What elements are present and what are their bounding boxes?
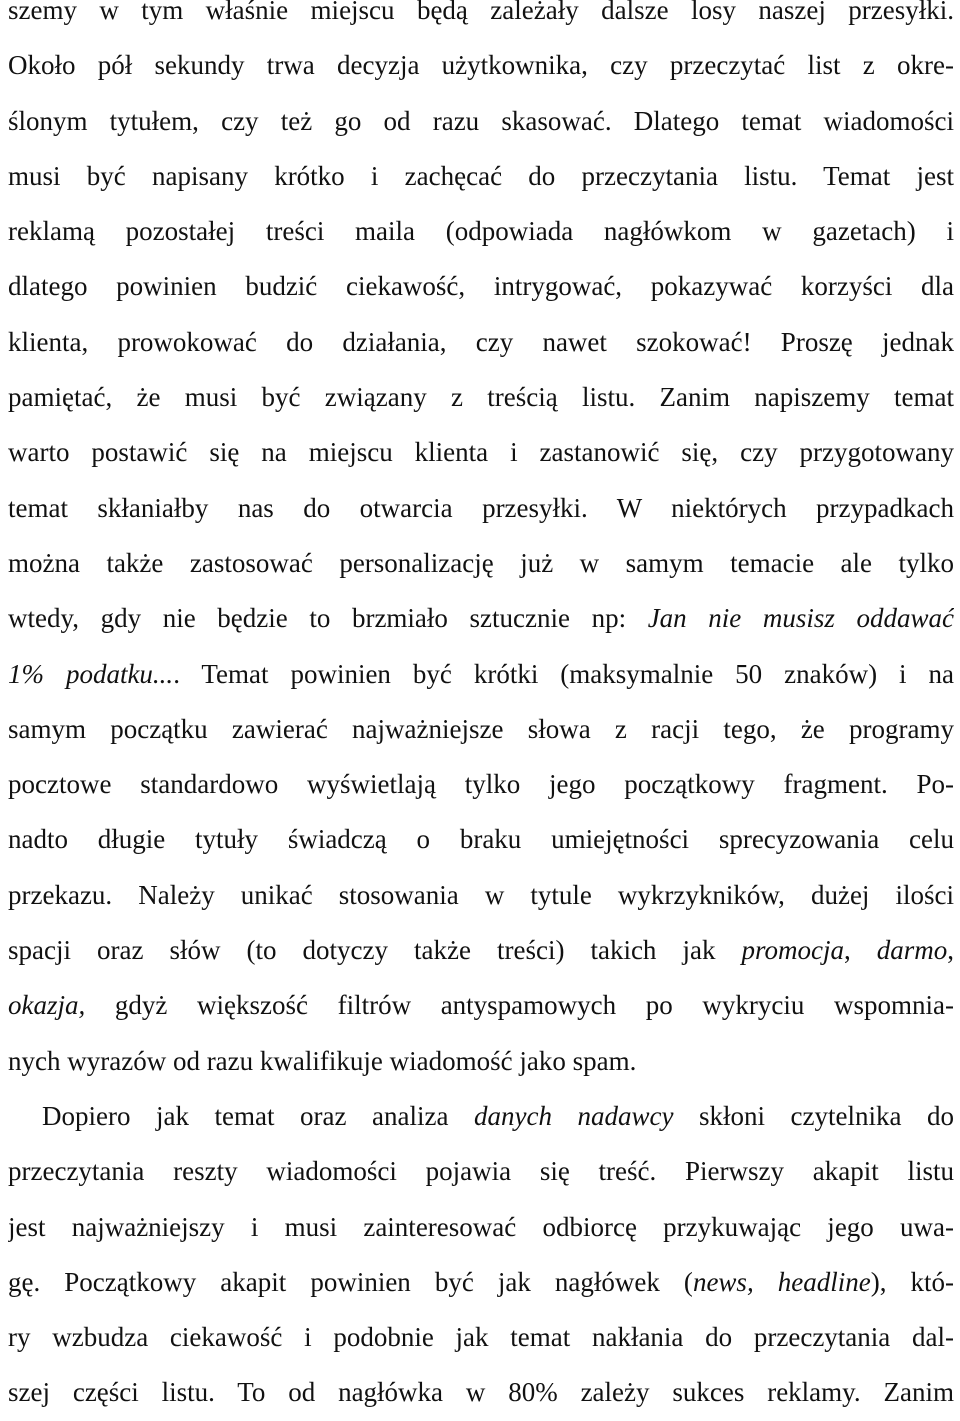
text-line bbox=[8, 1034, 954, 1089]
text-segment: pamiętać, że musi być związany z treścią listu. Zanim napiszemy temat bbox=[8, 382, 954, 413]
text-line bbox=[8, 591, 954, 646]
text-segment: szemy w tym właśnie miejscu będą zależały dalsze losy naszej przesyłki. bbox=[8, 0, 954, 25]
text-segment: przekazu. Należy unikać stosowania w tytule wykrzykników, dużej ilości bbox=[8, 879, 954, 910]
text-line bbox=[8, 1255, 954, 1310]
text-segment: nych wyrazów od razu kwalifikuje wiadomość jako spam. bbox=[8, 1045, 637, 1076]
text-segment: musi być napisany krótko i zachęcać do przeczytania listu. Temat jest bbox=[8, 160, 954, 191]
text-segment: spacji oraz słów (to dotyczy także treści) takich jak bbox=[8, 935, 742, 966]
text-line bbox=[8, 0, 954, 38]
text-segment: , bbox=[843, 935, 877, 966]
text-segment: nadto długie tytuły świadczą o braku umiejętności sprecyzowania celu bbox=[8, 824, 954, 855]
text-line bbox=[8, 923, 954, 978]
text-line bbox=[8, 315, 954, 370]
text-segment: warto postawić się na miejscu klienta i zastanowić się, czy przygotowany bbox=[8, 437, 954, 468]
text-segment: przeczytania reszty wiadomości pojawia się treść. Pierwszy akapit listu bbox=[8, 1156, 954, 1187]
text-line bbox=[8, 94, 954, 149]
text-segment: skłoni czytelnika do bbox=[673, 1100, 954, 1131]
text-line bbox=[8, 38, 954, 93]
text-segment: gę. Początkowy akapit powinien być jak nagłówek ( bbox=[8, 1266, 693, 1297]
text-line bbox=[8, 868, 954, 923]
text-segment: Dopiero jak temat oraz analiza bbox=[42, 1100, 474, 1131]
text-segment: gdyż większość filtrów antyspamowych po wykryciu wspomnia- bbox=[85, 990, 954, 1021]
text-segment: , bbox=[947, 935, 954, 966]
italic-text-segment: darmo bbox=[876, 935, 948, 966]
text-line bbox=[8, 812, 954, 867]
text-line bbox=[8, 978, 954, 1033]
text-segment: . Temat powinien być krótki (maksymalnie 50 znaków) i na bbox=[173, 658, 954, 689]
text-segment: można także zastosować personalizację już w samym temacie ale tylko bbox=[8, 547, 954, 578]
text-line bbox=[8, 1200, 954, 1255]
body-text bbox=[8, 0, 954, 1421]
text-segment: pocztowe standardowo wyświetlają tylko jego początkowy fragment. Po- bbox=[8, 769, 954, 800]
text-segment: Około pół sekundy trwa decyzja użytkownika, czy przeczytać list z okre- bbox=[8, 50, 954, 81]
text-line bbox=[8, 757, 954, 812]
italic-text-segment: 1% podatku... bbox=[8, 658, 174, 689]
text-segment: ), któ- bbox=[870, 1266, 954, 1297]
text-line bbox=[8, 1365, 954, 1420]
italic-text-segment: okazja, bbox=[8, 990, 86, 1021]
document-page bbox=[8, 0, 954, 1421]
text-line bbox=[8, 425, 954, 480]
text-segment: dlatego powinien budzić ciekawość, intrygować, pokazywać korzyści dla bbox=[8, 271, 954, 302]
text-line bbox=[8, 1089, 954, 1144]
text-line bbox=[8, 647, 954, 702]
text-line bbox=[8, 702, 954, 757]
text-segment: jest najważniejszy i musi zainteresować odbiorcę przykuwając jego uwa- bbox=[8, 1211, 954, 1242]
text-segment: samym początku zawierać najważniejsze słowa z racji tego, że programy bbox=[8, 713, 954, 744]
text-line bbox=[8, 536, 954, 591]
italic-text-segment: news, headline bbox=[692, 1266, 871, 1297]
text-segment: ślonym tytułem, czy też go od razu skasować. Dlatego temat wiadomości bbox=[8, 105, 954, 136]
text-line bbox=[8, 370, 954, 425]
text-segment: szej części listu. To od nagłówka w 80% zależy sukces reklamy. Zanim bbox=[8, 1377, 954, 1408]
text-segment: temat skłaniałby nas do otwarcia przesyłki. W niektórych przypadkach bbox=[8, 492, 954, 523]
text-segment: reklamą pozostałej treści maila (odpowiada nagłówkom w gazetach) i bbox=[8, 216, 954, 247]
italic-text-segment: promocja bbox=[741, 935, 844, 966]
text-line bbox=[8, 1144, 954, 1199]
text-line bbox=[8, 149, 954, 204]
italic-text-segment: danych nadawcy bbox=[473, 1100, 674, 1131]
text-line bbox=[8, 481, 954, 536]
text-line bbox=[8, 1310, 954, 1365]
text-segment: ry wzbudza ciekawość i podobnie jak temat nakłania do przeczytania dal- bbox=[8, 1322, 954, 1353]
text-line bbox=[8, 204, 954, 259]
italic-text-segment: Jan nie musisz oddawać bbox=[647, 603, 954, 634]
text-segment: wtedy, gdy nie będzie to brzmiało sztucznie np: bbox=[8, 603, 648, 634]
text-segment: klienta, prowokować do działania, czy nawet szokować! Proszę jednak bbox=[8, 326, 954, 357]
text-line bbox=[8, 259, 954, 314]
